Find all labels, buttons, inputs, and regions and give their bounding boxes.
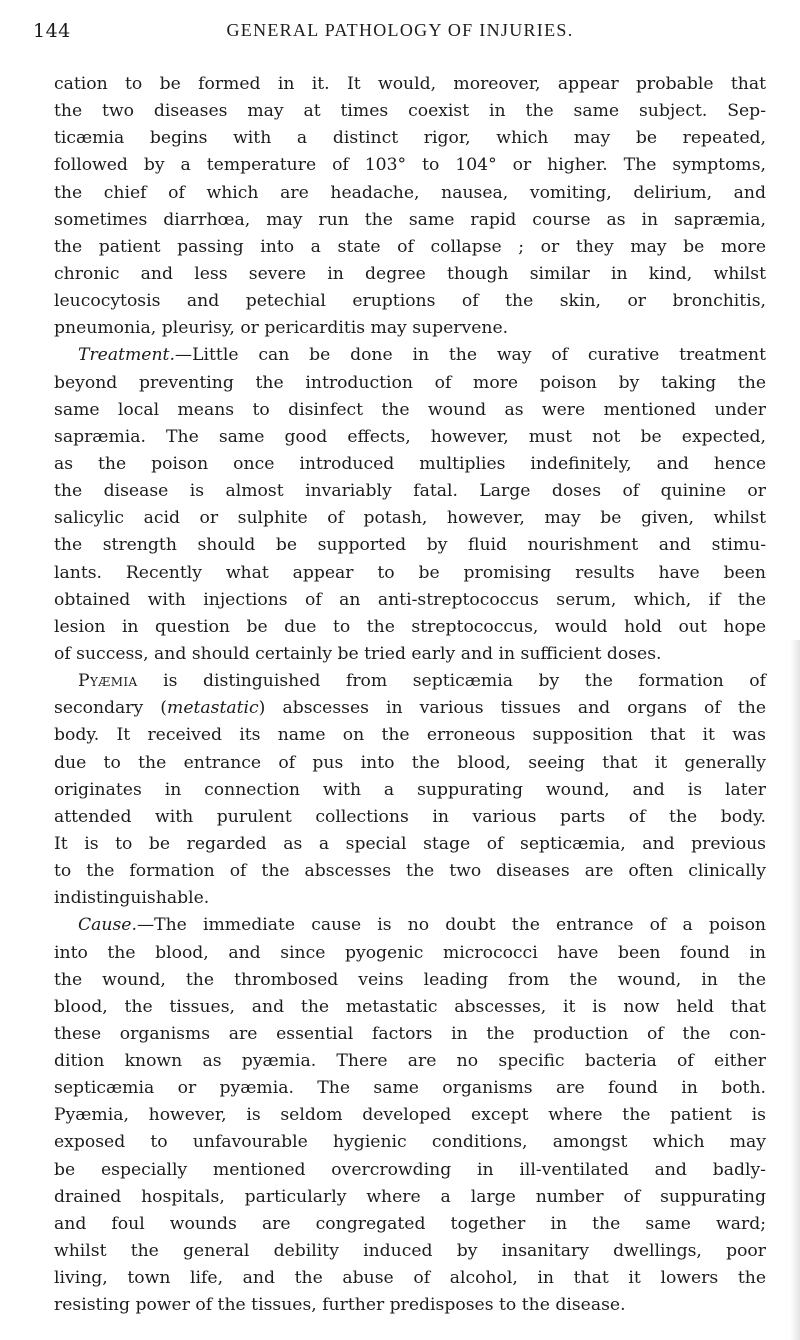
line-text: is distinguished from septicæmia by the formation of — [137, 671, 766, 692]
text-line — [54, 967, 766, 994]
line-text: ticæmia begins with a distinct rigor, which may be repeated, — [54, 128, 766, 149]
line-text: of success, and should certainly be tried early and in sufficient doses. — [54, 643, 662, 664]
text-line — [54, 478, 766, 505]
text-line — [54, 1265, 766, 1292]
line-text: the chief of which are headache, nausea, vomiting, delirium, and — [54, 182, 766, 203]
paragraph-heading: Treatment. — [78, 345, 175, 366]
text-line — [54, 695, 766, 722]
line-text: cation to be formed in it. It would, moreover, appear probable that — [54, 74, 766, 94]
text-line — [54, 560, 766, 587]
line-text: whilst the general debility induced by insanitary dwellings, poor — [54, 1241, 766, 1262]
text-line — [54, 1102, 766, 1129]
line-text: pneumonia, pleurisy, or pericarditis may supervene. — [54, 318, 509, 339]
text-line — [54, 1292, 766, 1319]
line-text: chronic and less severe in degree though similar in kind, whilst — [54, 263, 766, 284]
line-text: the two diseases may at times coexist in the same subject. Sep- — [54, 101, 766, 122]
line-text: Pyæmia, however, is seldom developed except where the patient is — [54, 1105, 766, 1126]
line-text: —The immediate cause is no doubt the entrance of a poison — [136, 915, 766, 936]
text-line — [54, 532, 766, 559]
line-text: drained hospitals, particularly where a large number of suppurating — [54, 1186, 766, 1207]
line-text: the disease is almost invariably fatal. Large doses of quinine or — [54, 481, 766, 502]
text-line — [54, 315, 766, 342]
text-line — [54, 587, 766, 614]
text-line — [54, 71, 766, 98]
line-text-tail: ) abscesses in various tissues and organs of the — [258, 698, 766, 719]
line-text: followed by a temperature of 103° to 104° or higher. The symptoms, — [54, 155, 766, 176]
line-text: dition known as pyæmia. There are no specific bacteria of either — [54, 1051, 766, 1072]
text-line — [54, 505, 766, 532]
line-text: salicylic acid or sulphite of potash, however, may be given, whilst — [54, 508, 766, 529]
line-text: lesion in question be due to the streptococcus, would hold out hope — [54, 616, 766, 637]
text-line — [54, 261, 766, 288]
text-line — [54, 777, 766, 804]
line-text: same local means to disinfect the wound as were mentioned under — [54, 399, 766, 420]
line-text: resisting power of the tissues, further predisposes to the disease. — [54, 1295, 626, 1316]
text-line — [54, 1048, 766, 1075]
text-line — [54, 641, 766, 668]
line-text: lants. Recently what appear to be promising results have been — [54, 562, 766, 583]
text-line — [54, 614, 766, 641]
text-line — [54, 451, 766, 478]
line-text: the wound, the thrombosed veins leading from the wound, in the — [54, 969, 766, 990]
text-line — [54, 831, 766, 858]
text-line — [54, 940, 766, 967]
line-text: the strength should be supported by fluid nourishment and stimu- — [54, 535, 766, 556]
text-line — [54, 234, 766, 261]
page-edge-shadow — [790, 640, 800, 1340]
line-text: blood, the tissues, and the metastatic abscesses, it is now held that — [54, 996, 766, 1017]
text-line — [54, 668, 766, 695]
text-line — [54, 180, 766, 207]
line-text: the patient passing into a state of collapse ; or they may be more — [54, 236, 766, 257]
line-text: obtained with injections of an anti-streptococcus serum, which, if the — [54, 589, 766, 610]
text-line — [54, 1157, 766, 1184]
line-text: as the poison once introduced multiplies indefinitely, and hence — [54, 453, 766, 474]
line-text: to the formation of the abscesses the two diseases are often clinically — [54, 861, 766, 882]
italic-term: metastatic — [167, 698, 259, 719]
text-line — [54, 152, 766, 179]
line-text: originates in connection with a suppurating wound, and is later — [54, 779, 766, 800]
line-text: living, town life, and the abuse of alcohol, in that it lowers the — [54, 1268, 766, 1289]
text-line — [54, 125, 766, 152]
section-heading: Pyæmia — [78, 671, 138, 692]
line-text: these organisms are essential factors in the production of the con- — [54, 1023, 766, 1044]
line-text: beyond preventing the introduction of more poison by taking the — [54, 372, 766, 393]
line-text: leucocytosis and petechial eruptions of the skin, or bronchitis, — [54, 291, 766, 312]
text-line — [54, 397, 766, 424]
text-line — [54, 1075, 766, 1102]
text-line — [54, 858, 766, 885]
text-line — [54, 1184, 766, 1211]
line-text: secondary ( — [54, 698, 168, 719]
line-text: body. It received its name on the erroneous supposition that it was — [54, 725, 766, 746]
paragraph-heading: Cause. — [78, 915, 137, 936]
line-text: into the blood, and since pyogenic micrococci have been found in — [54, 942, 766, 963]
text-line — [54, 750, 766, 777]
line-text: and foul wounds are congregated together in the same ward; — [54, 1213, 766, 1234]
text-line — [54, 370, 766, 397]
text-line — [54, 424, 766, 451]
text-line — [54, 1129, 766, 1156]
text-line — [54, 288, 766, 315]
text-line — [54, 722, 766, 749]
text-line — [54, 98, 766, 125]
text-line — [54, 912, 766, 939]
line-text: due to the entrance of pus into the blood, seeing that it generally — [54, 752, 766, 773]
line-text: septicæmia or pyæmia. The same organisms are found in both. — [54, 1078, 766, 1099]
page-number: 144 — [33, 20, 71, 42]
line-text: be especially mentioned overcrowding in ill-ventilated and badly- — [54, 1159, 766, 1180]
text-line — [54, 342, 766, 369]
text-line — [54, 1211, 766, 1238]
text-line — [54, 207, 766, 234]
line-text: sapræmia. The same good effects, however, must not be expected, — [54, 426, 766, 447]
line-text: exposed to unfavourable hygienic conditions, amongst which may — [54, 1132, 766, 1153]
page-header — [0, 20, 800, 50]
line-text: sometimes diarrhœa, may run the same rapid course as in sapræmia, — [54, 209, 766, 230]
text-line — [54, 994, 766, 1021]
running-head: GENERAL PATHOLOGY OF INJURIES. — [226, 20, 574, 40]
body-text — [54, 71, 766, 1319]
line-text: attended with purulent collections in various parts of the body. — [54, 806, 766, 827]
line-text: It is to be regarded as a special stage of septicæmia, and previous — [54, 833, 766, 854]
text-line — [54, 1238, 766, 1265]
text-line — [54, 1021, 766, 1048]
text-line — [54, 804, 766, 831]
line-text: indistinguishable. — [54, 888, 210, 909]
text-line — [54, 885, 766, 912]
line-text: —Little can be done in the way of curative treatment — [174, 345, 766, 366]
